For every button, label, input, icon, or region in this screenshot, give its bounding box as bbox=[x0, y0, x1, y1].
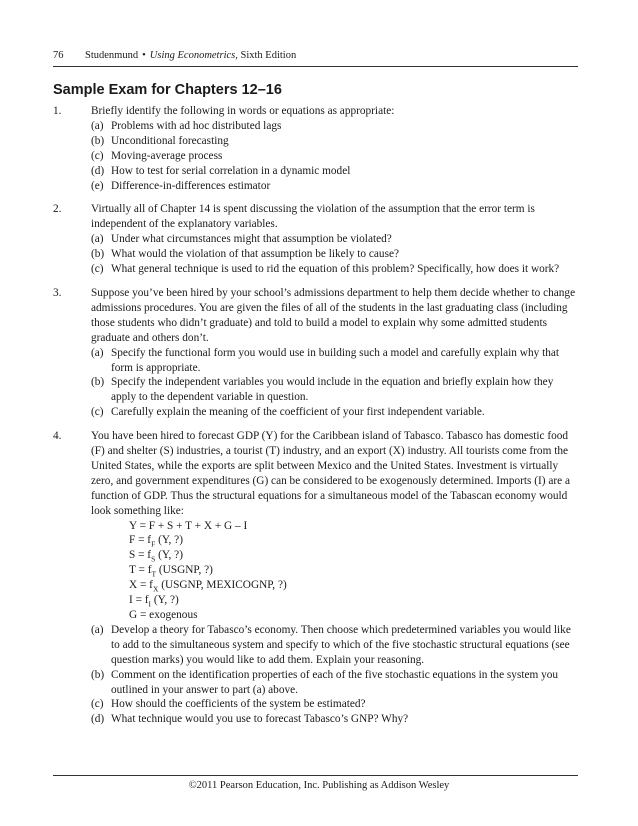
sub-question: (d) How to test for serial correlation in a dynamic model bbox=[91, 164, 351, 177]
sub-question: (a) Specify the functional form you would use in building such a model and carefully explain why that form is appropriate. bbox=[91, 346, 560, 374]
sub-question: (a) Under what circumstances might that assumption be violated? bbox=[91, 233, 392, 246]
edition: Sixth Edition bbox=[240, 50, 297, 61]
sub-question: (d) What technique would you use to forecast Tabasco’s GNP? Why? bbox=[91, 713, 409, 726]
running-header: 76 Studenmund • Using Econometrics, Sixth Edition bbox=[53, 50, 297, 61]
question-2 bbox=[53, 202, 578, 277]
sub-question: (b) Unconditional forecasting bbox=[91, 134, 229, 147]
sub-question: (c) Carefully explain the meaning of the coefficient of your first independent variable. bbox=[91, 406, 485, 419]
question-text: You have been hired to forecast GDP (Y) for the Caribbean island of Tabasco. Tabasco has domestic food (F) and shelter (S) industries, a tourist (T) industry, and an export (X) industry. All tourists come from the United States, while the exports are split between Mexico and the United States. Investment is virtually zero, and government expenditures (G) can be considered to be exogenously determined. Imports (I) are a function of GDP. Thus the structural equations for a simultaneous model of the Tabascan economy would look something like: bbox=[91, 430, 570, 517]
structural-equations bbox=[91, 519, 578, 623]
copyright-footer: ©2011 Pearson Education, Inc. Publishing as Addison Wesley bbox=[188, 780, 450, 791]
equation: $T = f_T$ (USGNP, ?) bbox=[129, 564, 213, 579]
sub-question: (a) Develop a theory for Tabasco’s economy. Then choose which predetermined variables you would like to add to the simultaneous system and specify to which of the five stochastic structural equations (see question marks) you would like to add them. Explain your reasoning. bbox=[91, 623, 571, 666]
sub-question: (a) Problems with ad hoc distributed lags bbox=[91, 119, 282, 132]
equation: G = exogenous bbox=[129, 609, 198, 621]
author-name: Studenmund bbox=[85, 50, 139, 61]
question-number: 4. bbox=[53, 430, 62, 443]
sub-question: (c) Moving-average process bbox=[91, 149, 223, 162]
question-number: 3. bbox=[53, 286, 62, 299]
equation: $I = f_I$ (Y, ?) bbox=[129, 594, 179, 609]
question-text: Briefly identify the following in words or equations as appropriate: bbox=[91, 105, 395, 117]
header-rule bbox=[53, 66, 578, 67]
exam-questions bbox=[53, 104, 578, 736]
question-3 bbox=[53, 286, 578, 420]
equation: $X = f_X$ (USGNP, MEXICOGNP, ?) bbox=[129, 579, 287, 594]
equation: $F = f_F$ (Y, ?) bbox=[129, 534, 183, 549]
question-text: Suppose you’ve been hired by your school’s admissions department to help them decide whether to change admissions procedures. You are given the files of all of the students in the last graduating class (including those students who didn’t graduate) and told to build a model to explain why some admitted students graduate and others don’t. bbox=[91, 286, 576, 344]
question-number: 1. bbox=[53, 105, 62, 117]
footer-rule bbox=[53, 775, 578, 776]
page-number: 76 bbox=[53, 50, 64, 61]
equation: $S = f_S$ (Y, ?) bbox=[129, 549, 183, 564]
book-title: Using Econometrics, bbox=[149, 50, 238, 61]
question-1 bbox=[53, 104, 578, 193]
sub-question: (c) How should the coefficients of the system be estimated? bbox=[91, 698, 366, 711]
question-text: Virtually all of Chapter 14 is spent discussing the violation of the assumption that the error term is independent of the explanatory variables. bbox=[91, 203, 535, 231]
sub-question: (e) Difference-in-differences estimator bbox=[91, 179, 271, 192]
equation: Y = F + S + T + X + G – I bbox=[129, 519, 248, 532]
question-number: 2. bbox=[53, 203, 62, 216]
sub-question: (b) Specify the independent variables you would include in the equation and briefly explain how they apply to the dependent variable in question. bbox=[91, 376, 554, 404]
sub-question: (b) What would the violation of that assumption be likely to cause? bbox=[91, 248, 400, 261]
question-4 bbox=[53, 429, 578, 727]
section-title: Sample Exam for Chapters 12–16 bbox=[53, 82, 282, 98]
sub-question: (c) What general technique is used to rid the equation of this problem? Specifically, how does it work? bbox=[91, 263, 560, 276]
sub-question: (b) Comment on the identification properties of each of the five stochastic equations in the system you outlined in your answer to part (a) above. bbox=[91, 668, 559, 696]
